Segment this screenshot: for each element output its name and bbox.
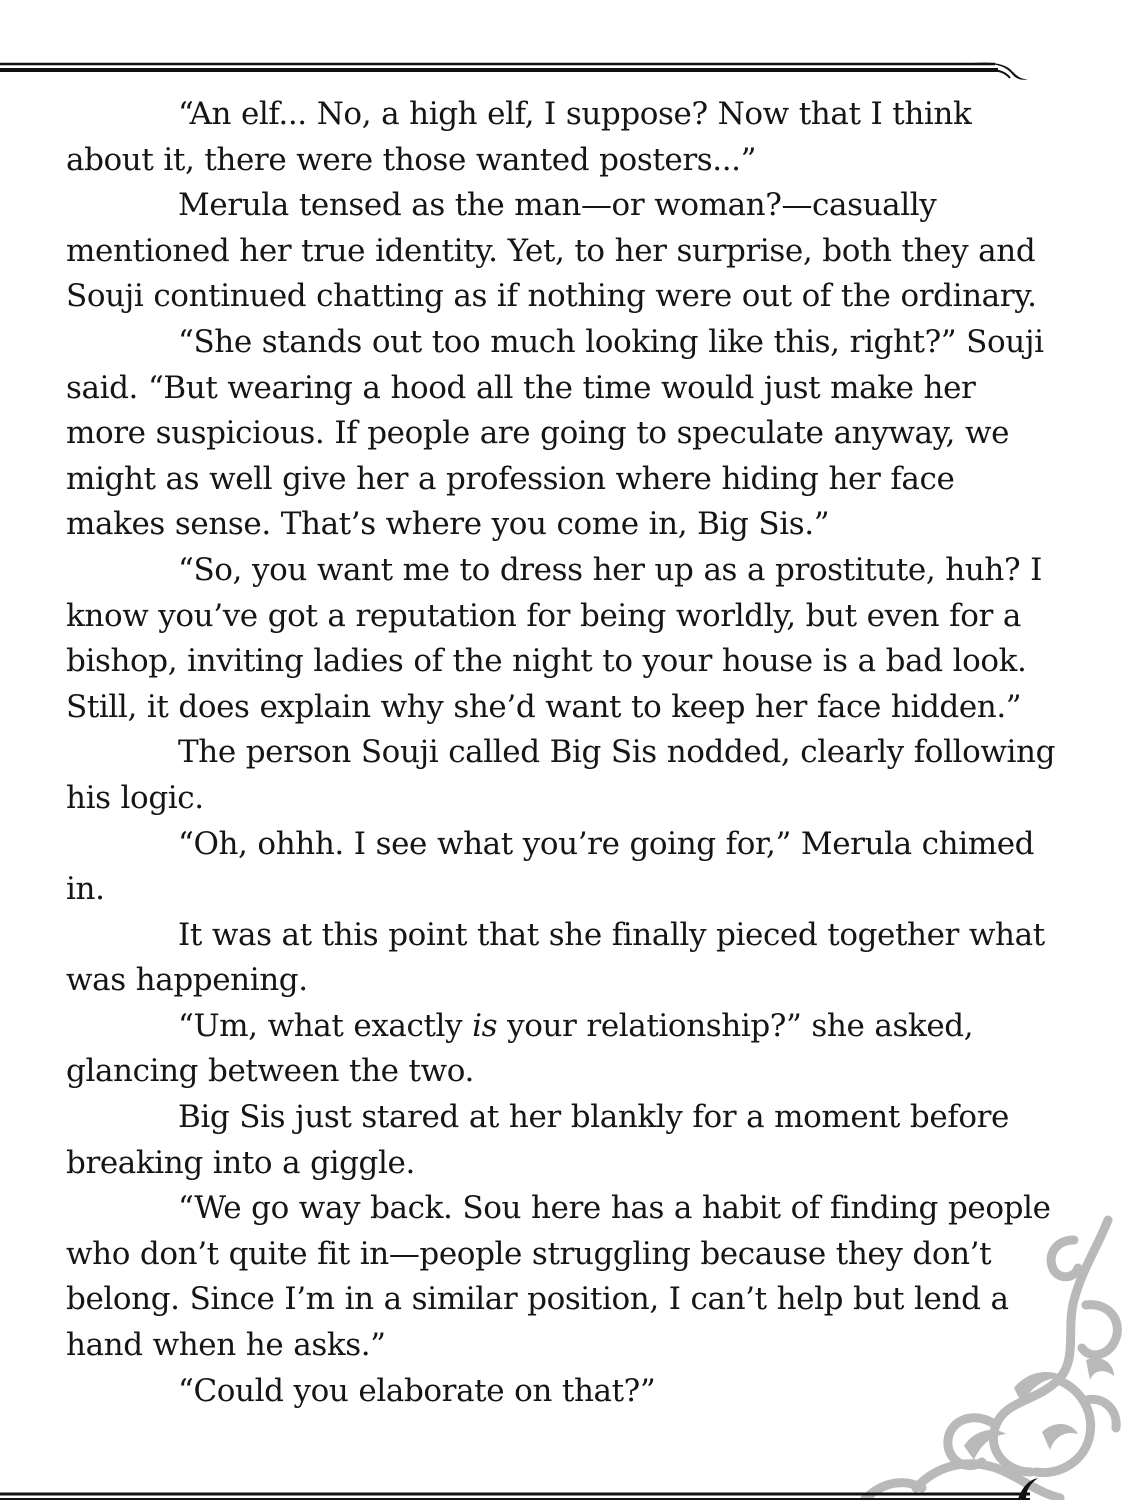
paragraph: “So, you want me to dress her up as a prostitute, huh? I know you’ve got a reputation for being worldly, but even for a bishop, inviting ladies of the night to your house is a bad look. Still, it does explain why she’d want to keep her face hidden.” xyxy=(66,551,1042,725)
paragraph xyxy=(66,1004,1056,1095)
paragraph-text: your relationship?” she asked, glancing between the two. xyxy=(66,1007,974,1090)
paragraph: It was at this point that she finally pieced together what was happening. xyxy=(66,916,1045,999)
paragraph-text: “Um, what exactly xyxy=(178,1007,473,1044)
paragraph: Big Sis just stared at her blankly for a moment before breaking into a giggle. xyxy=(66,1099,1009,1181)
paragraph: The person Souji called Big Sis nodded, clearly following his logic. xyxy=(66,734,1056,816)
paragraph: “Oh, ohhh. I see what you’re going for,” Merula chimed in. xyxy=(66,825,1035,908)
paragraph: Merula tensed as the man—or woman?—casually mentioned her true identity. Yet, to her surprise, both they and Souji continued chatting as if nothing were out of the ordinary. xyxy=(66,187,1037,315)
paragraph: “We go way back. Sou here has a habit of finding people who don’t quite fit in—people struggling because they don’t belong. Since I’m in a similar position, I can’t help but lend a hand when he asks.” xyxy=(66,1190,1051,1364)
paragraph: “An elf... No, a high elf, I suppose? Now that I think about it, there were those wanted posters...” xyxy=(66,96,972,178)
emphasis-text: is xyxy=(472,1007,498,1044)
bottom-rule-icon xyxy=(0,1472,1126,1500)
paragraph: “Could you elaborate on that?” xyxy=(178,1372,656,1409)
page-body-text xyxy=(66,92,1056,1414)
paragraph: “She stands out too much looking like this, right?” Souji said. “But wearing a hood all the time would just make her more suspicious. If people are going to speculate anyway, we might as well give her a profession where hiding her face makes sense. That’s where you come in, Big Sis.” xyxy=(66,323,1044,543)
top-rule-icon xyxy=(0,60,1030,84)
